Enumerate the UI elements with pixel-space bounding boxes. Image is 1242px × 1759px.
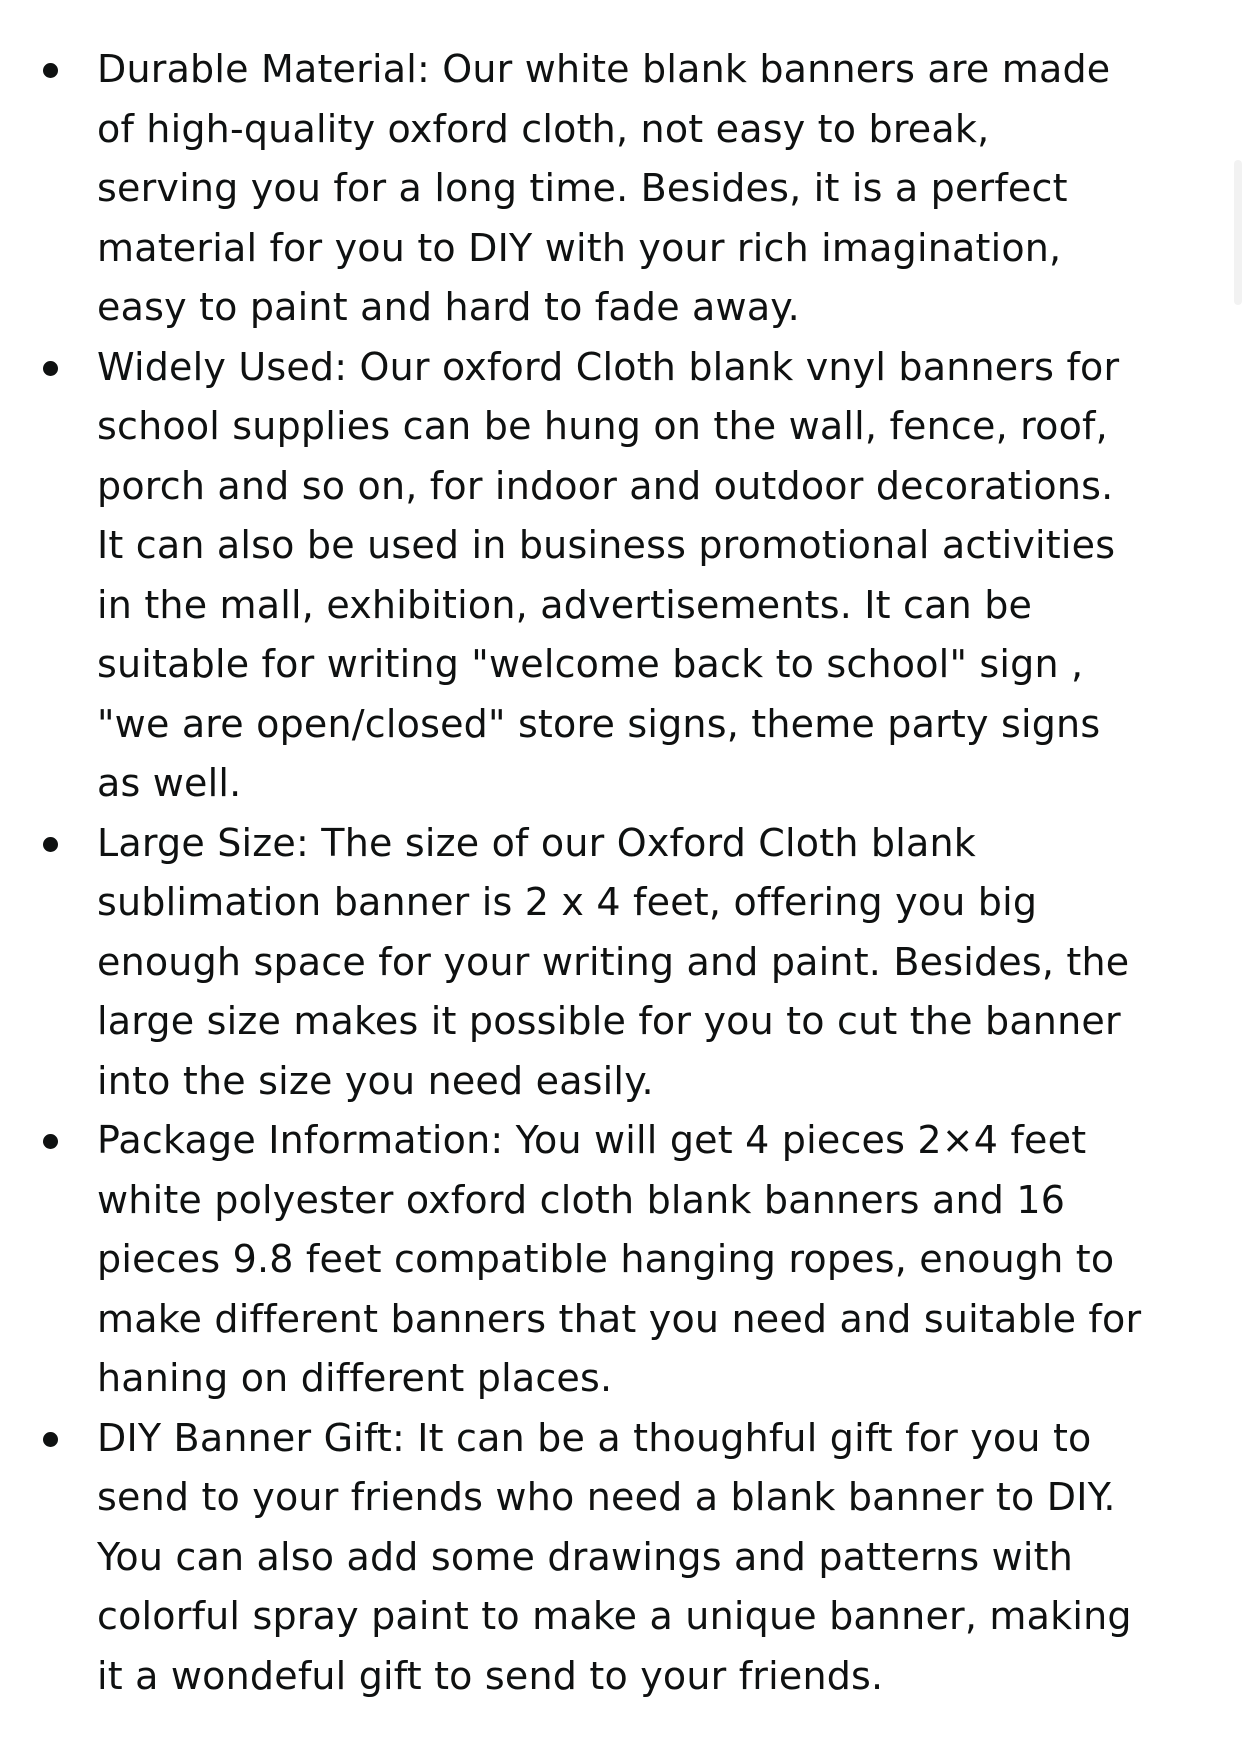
feature-text-line: Large Size: The size of our Oxford Cloth blank	[97, 820, 976, 865]
feature-large-size	[0, 814, 1242, 1112]
feature-widely-used	[0, 338, 1242, 814]
scrollbar[interactable]	[1234, 160, 1242, 305]
feature-text-line: "we are open/closed" store signs, theme party signs	[97, 701, 1101, 746]
feature-text-line: school supplies can be hung on the wall, fence, roof,	[97, 404, 1108, 448]
bullet-dot-icon	[43, 63, 58, 78]
feature-text-line: large size makes it possible for you to cut the banner	[97, 999, 1121, 1043]
product-feature-list	[0, 40, 1242, 1706]
feature-text-line: in the mall, exhibition, advertisements. It can be	[97, 582, 1033, 627]
feature-text-line: enough space for your writing and paint. Besides, the	[97, 939, 1130, 984]
feature-text-line: make different banners that you need and suitable for	[97, 1296, 1142, 1341]
feature-text-line: DIY Banner Gift: It can be a thoughful gift for you to	[97, 1415, 1092, 1460]
feature-text-line: pieces 9.8 feet compatible hanging ropes, enough to	[97, 1237, 1115, 1281]
feature-text-line: porch and so on, for indoor and outdoor decorations.	[97, 463, 1114, 508]
feature-diy-banner-gift	[0, 1409, 1242, 1707]
feature-package-information	[0, 1111, 1242, 1409]
bullet-dot-icon	[43, 1134, 58, 1149]
bullet-dot-icon	[43, 361, 58, 376]
feature-text-line: Durable Material: Our white blank banners are made	[97, 47, 1111, 91]
feature-text-line: as well.	[97, 761, 242, 805]
feature-text-line: suitable for writing "welcome back to school" sign ,	[97, 642, 1084, 686]
feature-text-line: serving you for a long time. Besides, it is a perfect	[97, 166, 1068, 210]
feature-text-line: easy to paint and hard to fade away.	[97, 285, 800, 329]
feature-text-line: colorful spray paint to make a unique banner, making	[97, 1594, 1132, 1638]
feature-text-line: Package Information: You will get 4 pieces 2×4 feet	[97, 1118, 1087, 1162]
feature-text-line: material for you to DIY with your rich imagination,	[97, 225, 1062, 270]
bullet-dot-icon	[43, 837, 58, 852]
feature-text-line: sublimation banner is 2 x 4 feet, offering you big	[97, 880, 1038, 924]
feature-text-line: Widely Used: Our oxford Cloth blank vnyl banners for	[97, 344, 1120, 389]
feature-text-line: of high-quality oxford cloth, not easy to break,	[97, 106, 990, 151]
feature-text-line: It can also be used in business promotional activities	[97, 523, 1116, 567]
bullet-dot-icon	[43, 1432, 58, 1447]
feature-durable-material	[0, 40, 1242, 338]
feature-text-line: it a wondeful gift to send to your friends.	[97, 1653, 884, 1698]
feature-text-line: haning on different places.	[97, 1356, 613, 1400]
feature-text-line: into the size you need easily.	[97, 1058, 654, 1103]
feature-text-line: You can also add some drawings and patterns with	[97, 1534, 1074, 1579]
feature-text-line: white polyester oxford cloth blank banners and 16	[97, 1177, 1066, 1222]
feature-text-line: send to your friends who need a blank banner to DIY.	[97, 1475, 1116, 1519]
